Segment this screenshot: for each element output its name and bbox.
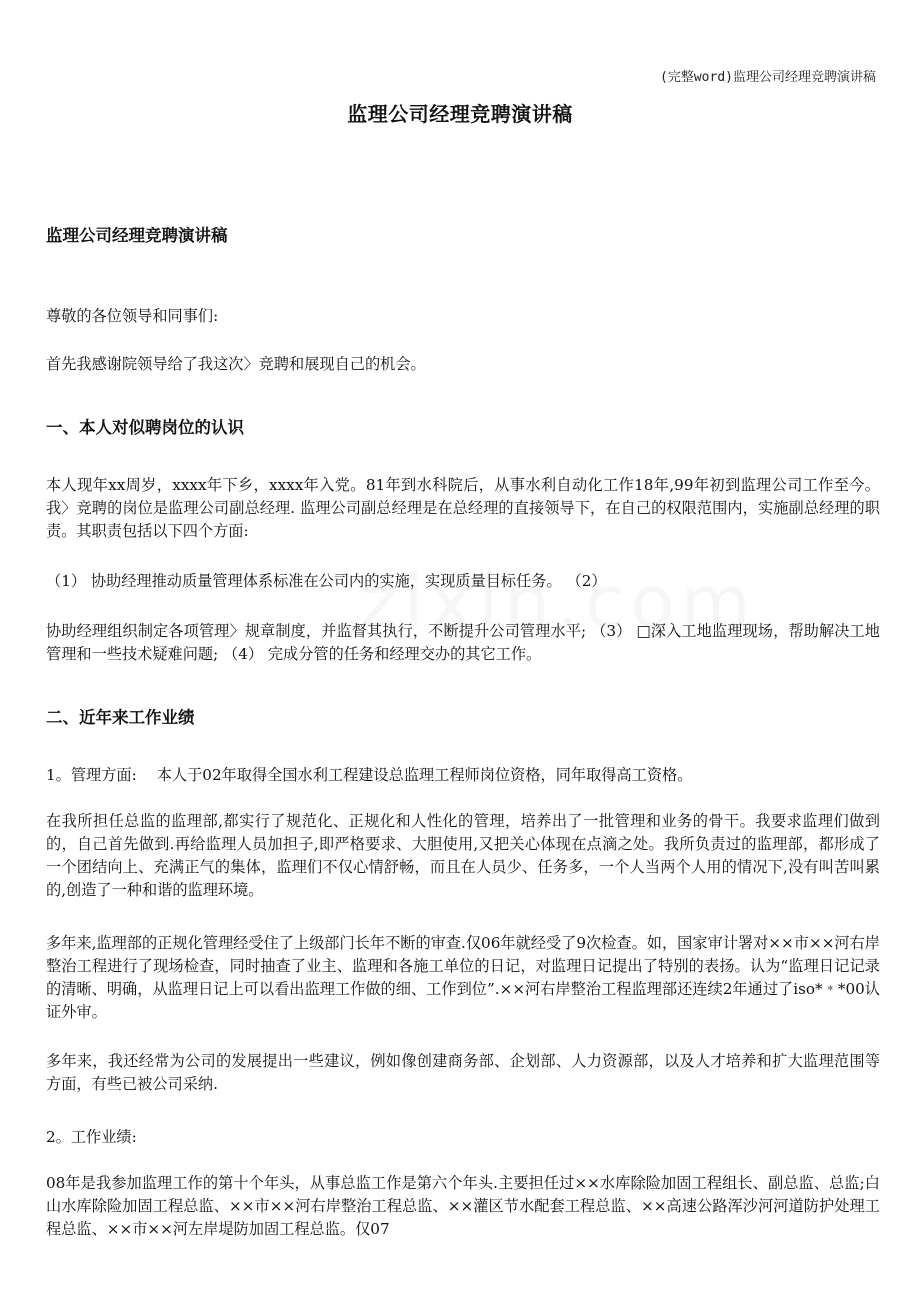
salutation: 尊敬的各位领导和同事们: bbox=[46, 307, 219, 325]
section1-paragraph-2: （1） 协助经理推动质量管理体系标准在公司内的实施，实现质量目标任务。 （2） bbox=[46, 572, 607, 590]
document-subtitle: 监理公司经理竞聘演讲稿 bbox=[46, 226, 228, 245]
section2-paragraph-4: 多年来，我还经常为公司的发展提出一些建议，例如像创建商务部、企划部、人力资源部，以及人才培养和扩大监理范围等方面，有些已被公司采纳. bbox=[46, 1052, 880, 1093]
section1-heading: 一、本人对似聘岗位的认识 bbox=[46, 418, 244, 437]
section2-paragraph-1: 1。管理方面: 本人于02年取得全国水利工程建设总监理工程师岗位资格，同年取得高工资格。 bbox=[46, 766, 693, 784]
document-title: 监理公司经理竞聘演讲稿 bbox=[347, 102, 573, 126]
running-header: (完整word)监理公司经理竞聘演讲稿 bbox=[660, 70, 876, 85]
section2-paragraph-3: 多年来,监理部的正规化管理经受住了上级部门长年不断的审查.仅06年就经受了9次检查。如，国家审计署对××市××河右岸整治工程进行了现场检查，同时抽查了业主、监理和各施工单位的日记，对监理日记提出了特别的表扬。认为“监理日记记录的清晰、明确，从监理日记上可以看出监理工作做的细、工作到位”.××河右岸整治工程监理部还连续2年通过了iso*﹡*00认证外审。 bbox=[46, 934, 880, 1021]
section2-paragraph-6: 08年是我参加监理工作的第十个年头，从事总监工作是第六个年头.主要担任过××水库除险加固工程组长、副总监、总监;白山水库除险加固工程总监、××市××河右岸整治工程总监、××灌区节水配套工程总监、××高速公路浑沙河河道防护处理工程总监、××市××河左岸堤防加固工程总监。仅07 bbox=[46, 1174, 880, 1238]
opening-paragraph: 首先我感谢院领导给了我这次〉竞聘和展现自己的机会。 bbox=[46, 355, 426, 373]
section2-heading: 二、近年来工作业绩 bbox=[46, 708, 195, 727]
section2-paragraph-2: 在我所担任总监的监理部,都实行了规范化、正规化和人性化的管理，培养出了一批管理和业务的骨干。我要求监理们做到的，自己首先做到.再给监理人员加担子,即严格要求、大胆使用,又把关心体现在点滴之处。我所负责过的监理部，都形成了一个团结向上、充满正气的集体，监理们不仅心情舒畅，而且在人员少、任务多，一个人当两个人用的情况下,没有叫苦叫累的,创造了一种和谐的监理环境。 bbox=[46, 812, 880, 899]
section2-paragraph-5: 2。工作业绩: bbox=[46, 1128, 137, 1146]
section1-paragraph-3: 协助经理组织制定各项管理〉规章制度，并监督其执行，不断提升公司管理水平; （3） □深入工地监理现场，帮助解决工地管理和一些技术疑难问题; （4） 完成分管的任务和经理交办的其它工作。 bbox=[46, 622, 880, 663]
section1-paragraph-1: 本人现年xx周岁，xxxx年下乡，xxxx年入党。81年到水科院后，从事水利自动化工作18年,99年初到监理公司工作至今。我〉竞聘的岗位是监理公司副总经理. 监理公司副总经理是在总经理的直接领导下，在自己的权限范围内，实施副总经理的职责。其职责包括以下四个方面: bbox=[46, 476, 880, 540]
